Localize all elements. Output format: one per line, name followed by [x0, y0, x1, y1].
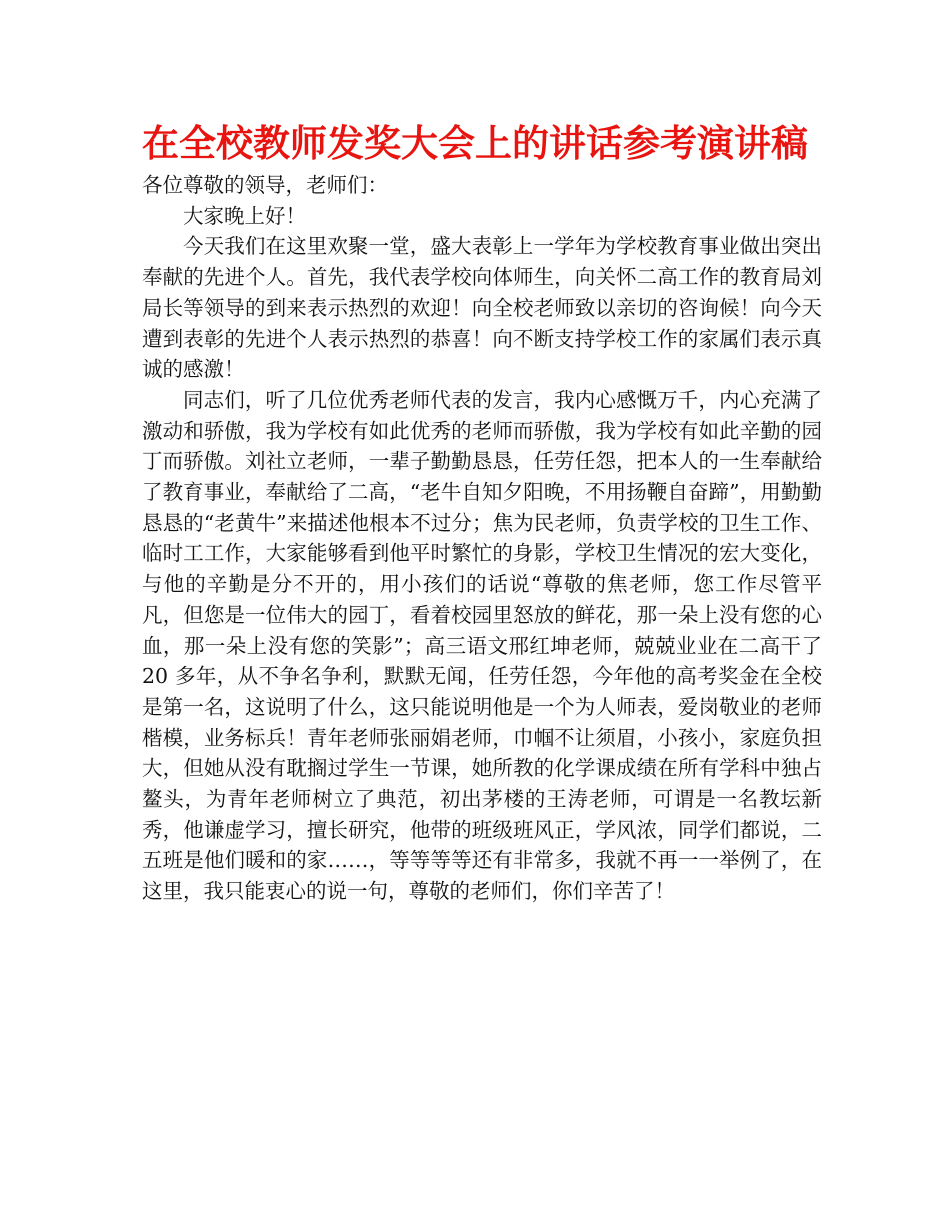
salutation: 各位尊敬的领导，老师们：: [142, 173, 388, 197]
greeting: 大家晚上好！: [183, 203, 306, 228]
paragraph: 同志们，听了几位优秀老师代表的发言，我内心感慨万千，内心充满了激动和骄傲，我为学校有如此优秀的老师而骄傲，我为学校有如此辛勤的园丁而骄傲。刘社立老师，一辈子勤勤恳恳，任劳任怨，把本人的一生奉献给了教育事业，奉献给了二高，“老牛自知夕阳晚，不用扬鞭自奋蹄”，用勤勤恳恳的“老黄牛”来描述他根本不过分；焦为民老师，负责学校的卫生工作、临时工工作，大家能够看到他平时繁忙的身影，学校卫生情况的宏大变化，与他的辛勤是分不开的，用小孩们的话说“尊敬的焦老师，您工作尽管平凡，但您是一位伟大的园丁，看着校园里怒放的鲜花，那一朵上没有您的心血，那一朵上没有您的笑影”；高三语文邢红坤老师，兢兢业业在二高干了 20 多年，从不争名争利，默默无闻，任劳任怨，今年他的高考奖金在全校是第一名，这说明了什么，这只能说明他是一个为人师表，爱岗敬业的老师楷模，业务标兵！青年老师张丽娟老师，巾帼不让须眉，小孩小，家庭负担大，但她从没有耽搁过学生一节课，她所教的化学课成绩在所有学科中独占鳌头，为青年老师树立了典范，初出茅楼的王涛老师，可谓是一名教坛新秀，他谦虚学习，擅长研究，他带的班级班风正，学风浓，同学们都说，二五班是他们暖和的家……，等等等等还有非常多，我就不再一一举例了，在这里，我只能衷心的说一句，尊敬的老师们，你们辛苦了！: [142, 387, 822, 904]
paragraph: 今天我们在这里欢聚一堂，盛大表彰上一学年为学校教育事业做出突出奉献的先进个人。首先，我代表学校向体师生，向关怀二高工作的教育局刘局长等领导的到来表示热烈的欢迎！向全校老师致以亲切的咨询候！向今天遭到表彰的先进个人表示热烈的恭喜！向不断支持学校工作的家属们表示真诚的感激！: [142, 234, 822, 382]
document-title: 在全校教师发奖大会上的讲话参考演讲稿: [142, 122, 808, 165]
document-body: [142, 170, 822, 907]
